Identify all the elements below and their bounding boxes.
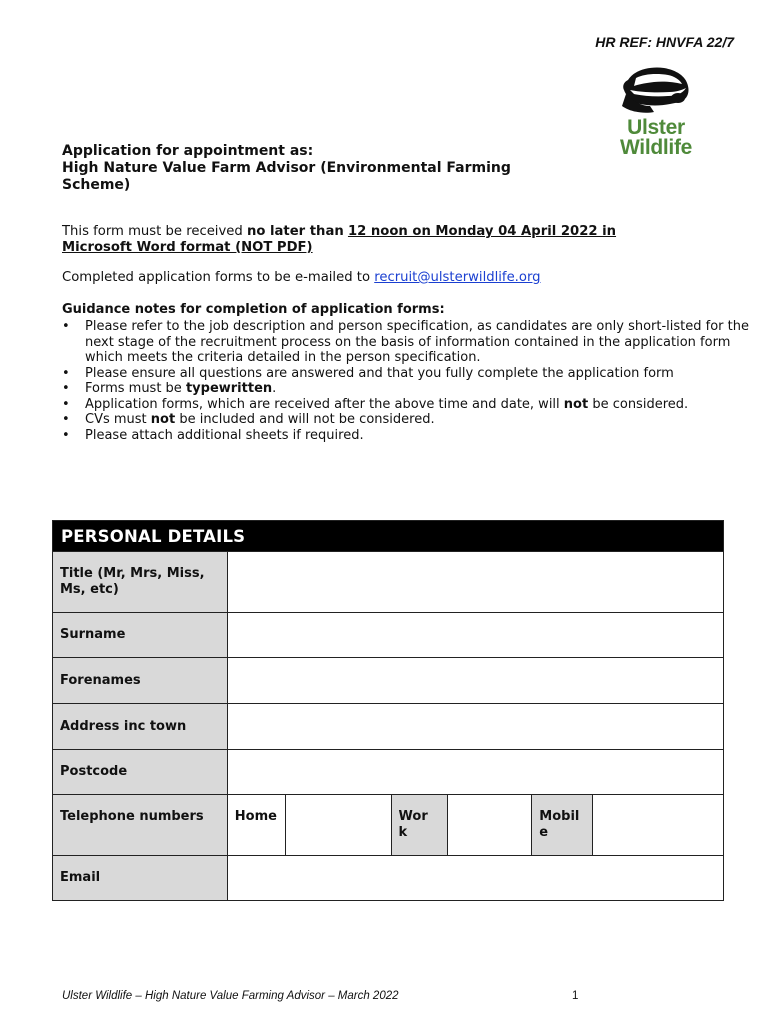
guidance-item: • Please ensure all questions are answered and that you fully complete the application form xyxy=(62,366,766,382)
mobile-phone-label: Mobil e xyxy=(532,795,593,856)
email-label: Email xyxy=(53,856,228,901)
guidance-heading: Guidance notes for completion of application forms: xyxy=(62,302,445,317)
hr-reference: HR REF: HNVFA 22/7 xyxy=(595,34,734,50)
forenames-label: Forenames xyxy=(53,658,228,704)
surname-label: Surname xyxy=(53,613,228,658)
home-phone-field[interactable] xyxy=(285,795,391,856)
guidance-list xyxy=(62,319,766,443)
address-field[interactable] xyxy=(227,704,723,750)
footer-text: Ulster Wildlife – High Nature Value Farming Advisor – March 2022 xyxy=(62,990,399,1002)
guidance-item: • Forms must be typewritten. xyxy=(62,381,766,397)
forenames-field[interactable] xyxy=(227,658,723,704)
submission-instructions: Completed application forms to be e-mailed to recruit@ulsterwildlife.org xyxy=(62,270,541,285)
ulster-wildlife-logo xyxy=(600,62,712,164)
guidance-item: • CVs must not be included and will not be considered. xyxy=(62,412,766,428)
email-field[interactable] xyxy=(227,856,723,901)
home-phone-label: Home xyxy=(227,795,285,856)
personal-details-table xyxy=(52,520,724,901)
page-title: Application for appointment as: High Nature Value Farm Advisor (Environmental Farming Scheme) xyxy=(62,143,511,193)
page-number: 1 xyxy=(572,990,579,1002)
mobile-phone-field[interactable] xyxy=(593,795,724,856)
recruit-email-link[interactable]: recruit@ulsterwildlife.org xyxy=(374,270,541,285)
badger-icon xyxy=(600,62,712,118)
surname-field[interactable] xyxy=(227,613,723,658)
work-phone-label: Wor k xyxy=(391,795,448,856)
work-phone-field[interactable] xyxy=(448,795,532,856)
title-label: Title (Mr, Mrs, Miss, Ms, etc) xyxy=(53,552,228,613)
address-label: Address inc town xyxy=(53,704,228,750)
guidance-item: • Please attach additional sheets if required. xyxy=(62,428,766,444)
postcode-field[interactable] xyxy=(227,750,723,795)
guidance-item: • Application forms, which are received after the above time and date, will not be considered. xyxy=(62,397,766,413)
logo-wordmark: Ulster Wildlife xyxy=(619,116,693,159)
deadline-notice: This form must be received no later than 12 noon on Monday 04 April 2022 in Microsoft Word format (NOT PDF) xyxy=(62,224,617,255)
postcode-label: Postcode xyxy=(53,750,228,795)
personal-details-heading: PERSONAL DETAILS xyxy=(53,521,724,552)
telephone-label: Telephone numbers xyxy=(53,795,228,856)
guidance-item: • Please refer to the job description and person specification, as candidates are only short-listed for the next stage of the recruitment process on the basis of information contained in the application form which meets the criteria detailed in the person specification. xyxy=(62,319,766,366)
title-field[interactable] xyxy=(227,552,723,613)
